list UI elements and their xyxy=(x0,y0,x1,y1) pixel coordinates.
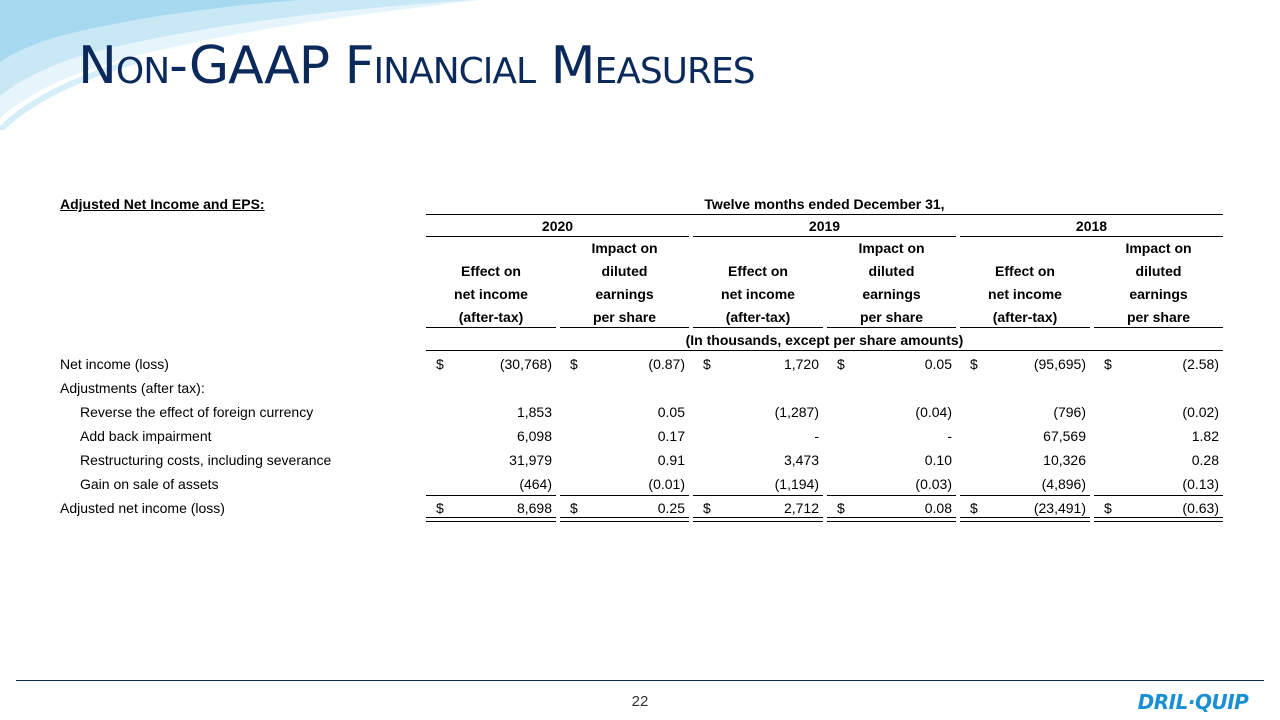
total-double-underline xyxy=(693,517,823,522)
dollar-sign: $ xyxy=(1104,500,1112,516)
dollar-sign: $ xyxy=(837,500,845,516)
col-header-effect-line: Effect on xyxy=(995,263,1055,279)
col-header-impact-line: diluted xyxy=(1135,263,1182,279)
table-cell: (95,695) xyxy=(1033,356,1086,372)
total-double-underline xyxy=(960,517,1090,522)
table-cell: (0.02) xyxy=(1182,404,1219,420)
dollar-sign: $ xyxy=(970,500,978,516)
table-cell: (0.63) xyxy=(1182,500,1219,516)
table-cell: 0.28 xyxy=(1191,452,1219,468)
table-cell: 6,098 xyxy=(516,428,552,444)
col-header-effect-line: net income xyxy=(454,286,528,302)
slide-title: Non-GAAP Financial Measures xyxy=(78,36,755,96)
col-header-effect-line: net income xyxy=(988,286,1062,302)
total-topline xyxy=(693,495,823,496)
table-cell: (0.03) xyxy=(915,476,952,492)
period-header-underline xyxy=(426,214,1223,215)
table-cell: (796) xyxy=(1053,404,1086,420)
col-header-impact-line: diluted xyxy=(868,263,915,279)
col-header-impact-line: per share xyxy=(1126,309,1191,325)
table-cell: (4,896) xyxy=(1041,476,1086,492)
col-header-effect-line: (after-tax) xyxy=(725,309,791,325)
col-header-impact-line: earnings xyxy=(862,286,921,302)
row-label: Restructuring costs, including severance xyxy=(80,452,332,468)
year-underline-2019 xyxy=(693,236,956,237)
table-cell: 1.82 xyxy=(1191,428,1219,444)
table-cell: 0.91 xyxy=(657,452,685,468)
table-cell: (1,194) xyxy=(774,476,819,492)
units-note: (In thousands, except per share amounts) xyxy=(685,332,964,348)
total-double-underline xyxy=(827,517,956,522)
table-cell: - xyxy=(814,428,819,444)
colhead-underline xyxy=(426,327,556,328)
table-cell: 67,569 xyxy=(1043,428,1086,444)
col-header-effect-line: Effect on xyxy=(728,263,788,279)
period-header: Twelve months ended December 31, xyxy=(704,196,945,212)
table-cell: 2,712 xyxy=(783,500,819,516)
table-cell: - xyxy=(947,428,952,444)
table-cell: (30,768) xyxy=(499,356,552,372)
row-label: Adjustments (after tax): xyxy=(60,380,205,396)
col-header-impact-line: per share xyxy=(859,309,924,325)
table-cell: 0.10 xyxy=(924,452,952,468)
colhead-underline xyxy=(960,327,1090,328)
adjusted-net-income-table xyxy=(58,190,1228,530)
table-cell: 8,698 xyxy=(516,500,552,516)
col-header-effect-line: (after-tax) xyxy=(458,309,524,325)
table-cell: (0.13) xyxy=(1182,476,1219,492)
row-label: Reverse the effect of foreign currency xyxy=(80,404,314,420)
total-topline xyxy=(560,495,689,496)
colhead-underline xyxy=(560,327,689,328)
total-topline xyxy=(960,495,1090,496)
table-cell: (0.01) xyxy=(648,476,685,492)
table-cell: (0.04) xyxy=(915,404,952,420)
table-cell: (1,287) xyxy=(774,404,819,420)
page-number: 22 xyxy=(631,693,649,710)
year-header-2018: 2018 xyxy=(1075,218,1108,234)
row-label: Adjusted net income (loss) xyxy=(60,500,225,516)
total-double-underline xyxy=(426,517,556,522)
total-topline xyxy=(827,495,956,496)
dollar-sign: $ xyxy=(1104,356,1112,372)
dril-quip-logo xyxy=(1132,688,1254,714)
footer-divider xyxy=(16,680,1264,681)
dollar-sign: $ xyxy=(436,500,444,516)
table-cell: 10,326 xyxy=(1043,452,1086,468)
total-topline xyxy=(426,495,556,496)
col-header-impact-line: Impact on xyxy=(591,240,658,256)
total-double-underline xyxy=(1094,517,1223,522)
col-header-impact-line: Impact on xyxy=(1125,240,1192,256)
table-cell: 0.05 xyxy=(924,356,952,372)
dollar-sign: $ xyxy=(436,356,444,372)
colhead-underline xyxy=(693,327,823,328)
col-header-impact-line: earnings xyxy=(1129,286,1188,302)
table-cell: 31,979 xyxy=(509,452,552,468)
dollar-sign: $ xyxy=(703,356,711,372)
dollar-sign: $ xyxy=(570,356,578,372)
table-cell: (23,491) xyxy=(1033,500,1086,516)
col-header-impact-line: Impact on xyxy=(858,240,925,256)
total-topline xyxy=(1094,495,1223,496)
dollar-sign: $ xyxy=(570,500,578,516)
table-cell: 0.25 xyxy=(657,500,685,516)
col-header-impact-line: per share xyxy=(592,309,657,325)
col-header-impact-line: diluted xyxy=(601,263,648,279)
table-cell: (0.87) xyxy=(648,356,685,372)
svg-text:DRIL·QUIP: DRIL·QUIP xyxy=(1137,690,1249,714)
year-underline-2018 xyxy=(960,236,1223,237)
row-label: Net income (loss) xyxy=(60,356,169,372)
col-header-effect-line: (after-tax) xyxy=(992,309,1058,325)
year-header-2019: 2019 xyxy=(808,218,841,234)
table-cell: 1,720 xyxy=(783,356,819,372)
table-cell: 1,853 xyxy=(516,404,552,420)
table-cell: (464) xyxy=(519,476,552,492)
table-cell: 0.17 xyxy=(657,428,685,444)
dollar-sign: $ xyxy=(970,356,978,372)
col-header-effect-line: net income xyxy=(721,286,795,302)
section-label: Adjusted Net Income and EPS: xyxy=(60,196,265,212)
colhead-underline xyxy=(827,327,956,328)
units-note-underline xyxy=(426,350,1223,351)
total-double-underline xyxy=(560,517,689,522)
table-cell: (2.58) xyxy=(1182,356,1219,372)
year-underline-2020 xyxy=(426,236,689,237)
dollar-sign: $ xyxy=(703,500,711,516)
table-cell: 0.05 xyxy=(657,404,685,420)
dollar-sign: $ xyxy=(837,356,845,372)
row-label: Gain on sale of assets xyxy=(80,476,219,492)
colhead-underline xyxy=(1094,327,1223,328)
table-cell: 3,473 xyxy=(783,452,819,468)
year-header-2020: 2020 xyxy=(541,218,574,234)
col-header-effect-line: Effect on xyxy=(461,263,521,279)
table-cell: 0.08 xyxy=(924,500,952,516)
col-header-impact-line: earnings xyxy=(595,286,654,302)
row-label: Add back impairment xyxy=(80,428,212,444)
